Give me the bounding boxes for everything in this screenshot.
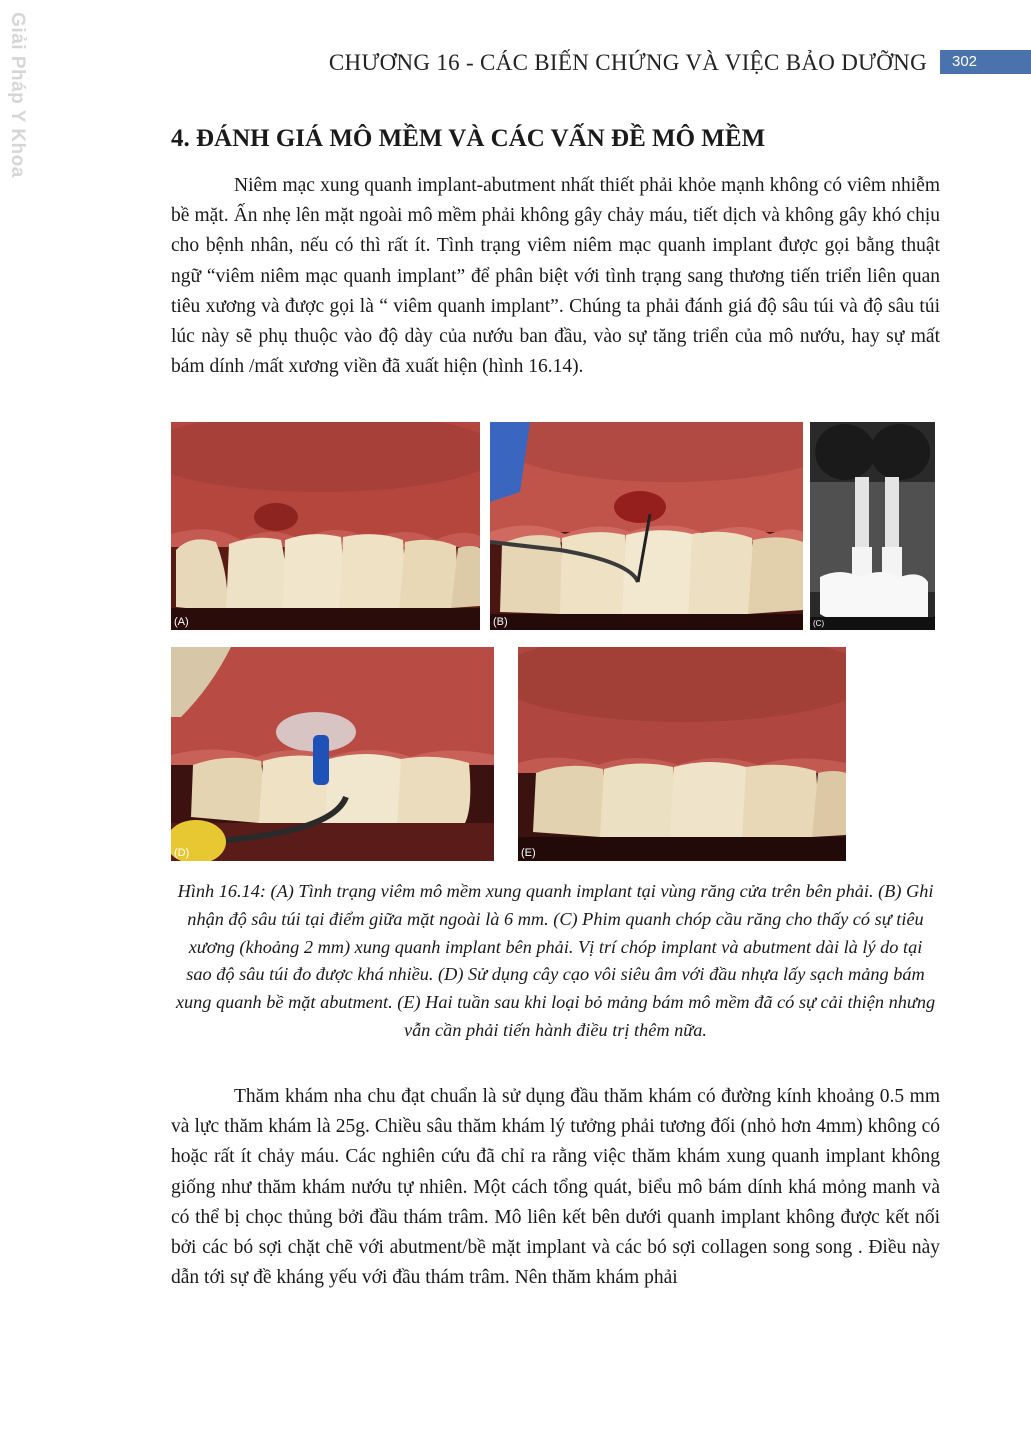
figure-caption: Hình 16.14: (A) Tình trạng viêm mô mềm xung quanh implant tại vùng răng cửa trên bên phải. (B) Ghi nhận độ sâu túi tại điểm giữa mặt ngoài là 6 mm. (C) Phim quanh chóp cầu răng cho thấy có sự tiêu xương (khoảng 2 mm) xung quanh implant bên phải. Vị trí chóp implant và abutment dài là lý do tại sao độ sâu túi đo được khá nhiều. (D) Sử dụng cây cạo vôi siêu âm với đầu nhựa lấy sạch mảng bám xung quanh bề mặt abutment. (E) Hai tuần sau khi loại bỏ mảng bám mô mềm đã có sự cải thiện nhưng vẫn cần phải tiến hành điều trị thêm nữa. bbox=[175, 881, 936, 1040]
figure-panel-c bbox=[810, 422, 935, 630]
figure-label-b: (B) bbox=[493, 616, 508, 628]
page-header bbox=[300, 48, 1031, 78]
clinical-photo-a bbox=[171, 422, 480, 630]
figure-panel-d bbox=[171, 647, 494, 861]
watermark bbox=[4, 10, 30, 180]
paragraph-intro: Niêm mạc xung quanh implant-abutment nhất thiết phải khỏe mạnh không có viêm nhiễm bề mặt. Ấn nhẹ lên mặt ngoài mô mềm phải không gây chảy máu, tiết dịch và không gây khó chịu cho bệnh nhân, nếu có thì rất ít. Tình trạng viêm niêm mạc quanh implant được gọi bằng thuật ngữ “viêm niêm mạc quanh implant” để phân biệt với tình trạng sang thương tiến triển liên quan tiêu xương và được gọi là “ viêm quanh implant”. Chúng ta phải đánh giá độ sâu túi và độ sâu túi lúc này sẽ phụ thuộc vào độ dày của nướu ban đầu, vào sự tăng triển của mô nướu, hay sự mất bám dính /mất xương viền đã xuất hiện (hình 16.14). bbox=[171, 175, 940, 378]
paragraph-probing: Thăm khám nha chu đạt chuẩn là sử dụng đầu thăm khám có đường kính khoảng 0.5 mm và lực thăm khám là 25g. Chiều sâu thăm khám lý tưởng phải tương đối (nhỏ hơn 4mm) không có hoặc rất ít chảy máu. Các nghiên cứu đã chỉ ra rằng việc thăm khám xung quanh implant không giống như thăm khám nướu tự nhiên. Một cách tổng quát, biểu mô bám dính khá mỏng manh và có thể bị chọc thủng bởi đầu thám trâm. Mô liên kết bên dưới quanh implant không được kết nối bởi các bó sợi chặt chẽ với abutment/bề mặt implant và các bó sợi collagen song song . Điều này dẫn tới sự đề kháng yếu với đầu thám trâm. Nên thăm khám phải bbox=[171, 1086, 940, 1289]
clinical-photo-b bbox=[490, 422, 803, 630]
radiograph-c bbox=[810, 422, 935, 630]
chapter-title: CHƯƠNG 16 - CÁC BIẾN CHỨNG VÀ VIỆC BẢO DƯỠNG bbox=[328, 50, 927, 75]
figure-label-c: (C) bbox=[813, 619, 825, 628]
section-title: 4. ĐÁNH GIÁ MÔ MỀM VÀ CÁC VẤN ĐỀ MÔ MỀM bbox=[171, 125, 766, 152]
figure-panel-b bbox=[490, 422, 803, 630]
clinical-photo-e bbox=[518, 647, 846, 861]
figure-panel-e bbox=[518, 647, 846, 861]
page-number: 302 bbox=[940, 50, 1031, 74]
figure-label-e: (E) bbox=[521, 847, 536, 859]
figure-label-a: (A) bbox=[174, 616, 189, 628]
figure-panel-a bbox=[171, 422, 480, 630]
figure-label-d: (D) bbox=[174, 847, 190, 859]
watermark-text: Giải Pháp Y Khoa bbox=[7, 12, 28, 178]
clinical-photo-d bbox=[171, 647, 494, 861]
